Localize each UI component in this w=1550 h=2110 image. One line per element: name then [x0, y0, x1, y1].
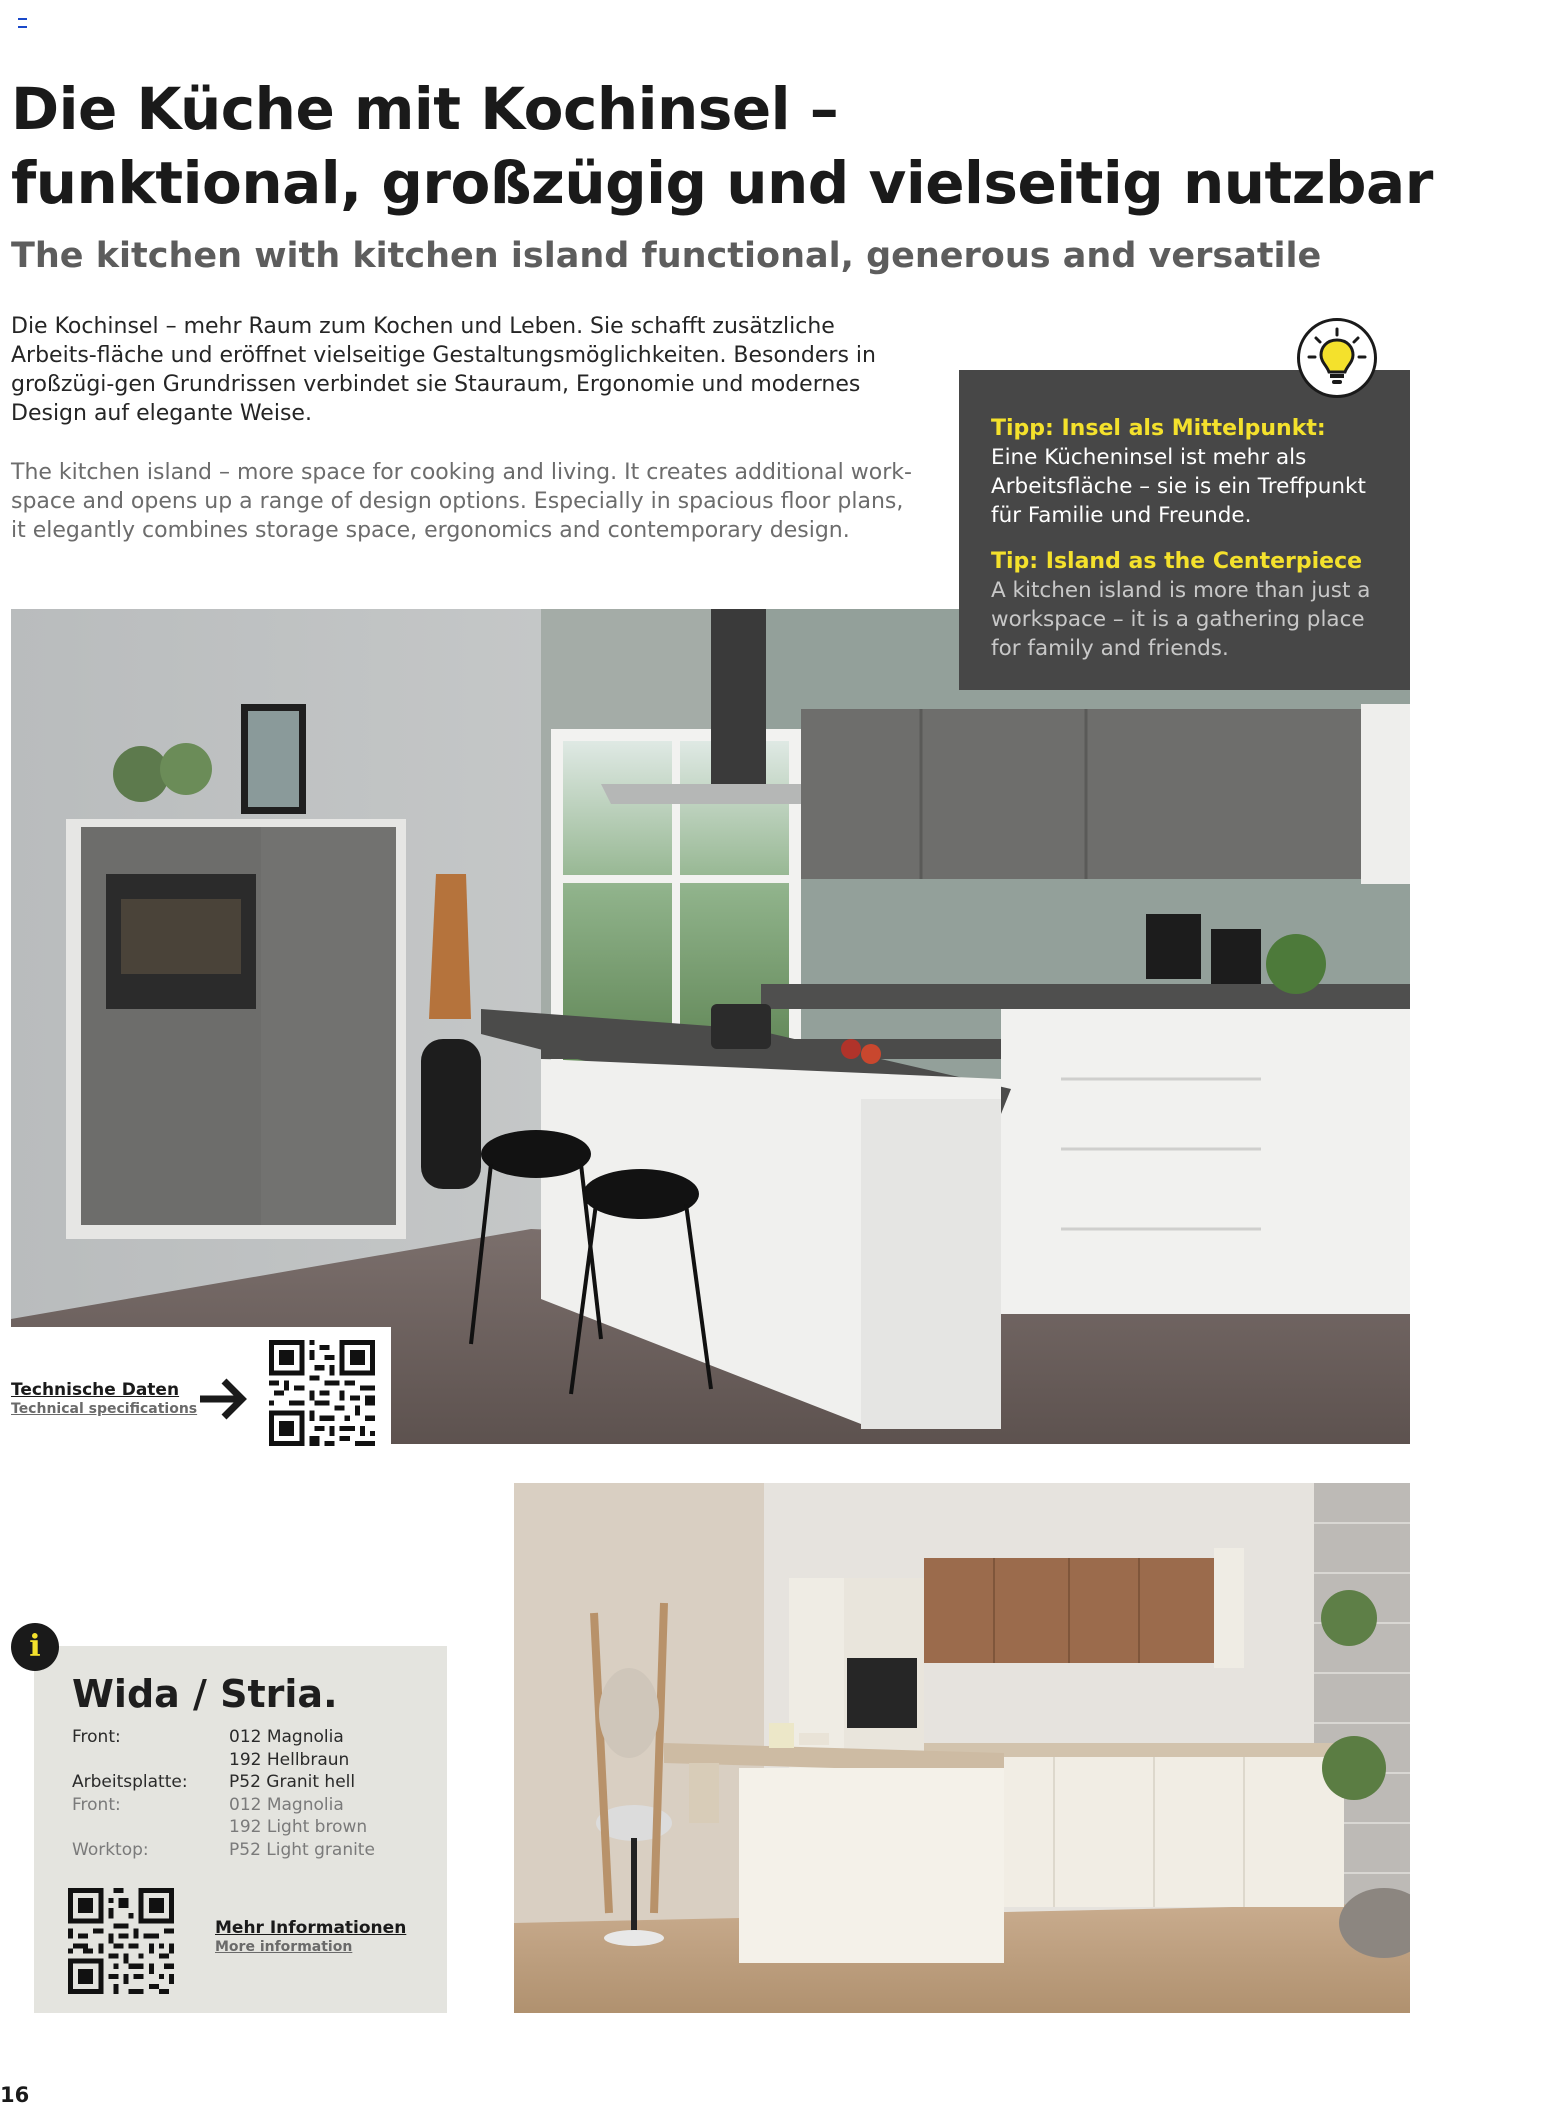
spec-value: 012 Magnolia [229, 1794, 344, 1815]
more-information-link[interactable] [215, 1918, 406, 1955]
page-subtitle: The kitchen with kitchen island functional, generous and versatile [11, 236, 1322, 276]
spec-label [72, 1816, 229, 1839]
spec-label [72, 1749, 229, 1772]
spec-row [72, 1726, 375, 1749]
lightbulb-icon [1297, 318, 1377, 398]
arrow-right-icon [196, 1373, 248, 1425]
menu-icon[interactable] [18, 18, 27, 28]
tech-label-de: Technische Daten [11, 1380, 180, 1400]
spec-row [72, 1749, 375, 1772]
info-icon: i [11, 1623, 59, 1671]
tip-text-de: Eine Kücheninsel ist mehr als Arbeitsfläche – sie is ein Treffpunkt für Familie und Freunde. [991, 445, 1366, 528]
tip-heading-en: Tip: Island as the Centerpiece [991, 549, 1363, 574]
qr-code-icon[interactable] [68, 1888, 174, 1994]
tip-box [959, 370, 1410, 690]
spec-label: Front: [72, 1794, 121, 1815]
page-number: 16 [0, 2083, 30, 2107]
spec-row [72, 1771, 375, 1794]
product-spec-table [72, 1726, 375, 1861]
more-label-de: Mehr Informationen [215, 1918, 407, 1938]
more-label-en: More information [215, 1939, 353, 1955]
qr-code-icon[interactable] [269, 1340, 375, 1446]
intro-text-de: Die Kochinsel – mehr Raum zum Kochen und Leben. Sie schafft zusätzliche Arbeits-fläche und eröffnet vielseitige Gestaltungsmöglichkeiten. Besonders in großzügi-gen Grundrissen verbindet sie Stauraum, Ergonomie und modernes Design auf elegante Weise. [11, 314, 876, 426]
spec-label: Worktop: [72, 1839, 149, 1860]
spec-label: Arbeitsplatte: [72, 1772, 188, 1792]
spec-value: 192 Hellbraun [229, 1749, 350, 1770]
tip-text-en: A kitchen island is more than just a workspace – it is a gathering place for family and friends. [991, 578, 1371, 661]
spec-label: Front: [72, 1727, 121, 1747]
intro-text-en: The kitchen island – more space for cooking and living. It creates additional work-space and opens up a range of design options. Especially in spacious floor plans, it elegantly combines storage space, ergonomics and contemporary design. [11, 460, 912, 543]
spec-value: 012 Magnolia [229, 1727, 344, 1747]
spec-row [72, 1816, 375, 1839]
spec-value: P52 Light granite [229, 1839, 375, 1860]
technical-specifications-link[interactable] [11, 1380, 197, 1417]
tech-label-en: Technical specifications [11, 1401, 198, 1417]
page-title [11, 72, 1433, 220]
spec-value: 192 Light brown [229, 1817, 368, 1837]
title-line-1: Die Küche mit Kochinsel – [11, 75, 839, 143]
spec-row [72, 1839, 375, 1862]
tip-heading-de: Tipp: Insel als Mittelpunkt: [991, 416, 1326, 441]
spec-row [72, 1794, 375, 1817]
wida-stria-kitchen-photo [514, 1483, 1410, 2013]
product-name: Wida / Stria. [72, 1672, 338, 1716]
kitchen-island-photo [11, 609, 1410, 1444]
title-line-2: funktional, großzügig und vielseitig nutzbar [11, 149, 1433, 217]
spec-value: P52 Granit hell [229, 1772, 356, 1792]
